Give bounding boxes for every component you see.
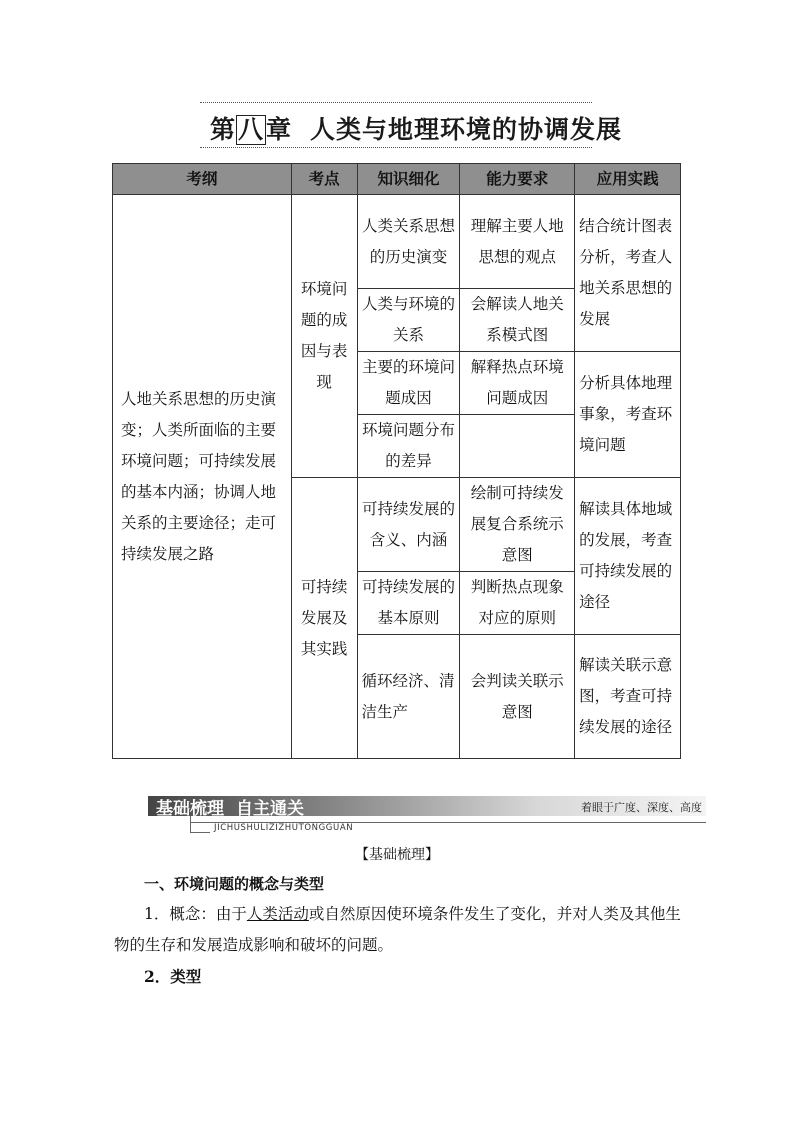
knowledge-cell: 可持续发展的基本原则: [357, 572, 460, 635]
concept-underlined: 人类活动: [246, 905, 309, 923]
point-cell: 环境问题的成因与表现: [291, 195, 357, 478]
chapter-name: 人类与地理环境的协调发展: [310, 115, 623, 144]
ability-cell: 理解主要人地思想的观点: [460, 195, 575, 289]
ability-cell: [460, 415, 575, 478]
header-syllabus: 考纲: [113, 164, 292, 195]
banner-rule-short: [190, 832, 210, 833]
concept-rest: 或自然原因使环境条件发生了变化，并对人类及其他生物的生存和发展造成影响和破坏的问题。: [114, 905, 681, 954]
table-header-row: [113, 164, 681, 195]
ability-cell: 判断热点现象对应的原则: [460, 572, 575, 635]
syllabus-cell: 人地关系思想的历史演变；人类所面临的主要环境问题；可持续发展的基本内涵；协调人地关系的主要途径；走可持续发展之路: [113, 195, 292, 759]
chapter-suffix: 章: [266, 115, 293, 144]
practice-cell: 解读具体地域的发展，考查可持续发展的途径: [575, 478, 681, 635]
knowledge-cell: 主要的环境问题成因: [357, 352, 460, 415]
section-heading: 一、环境问题的概念与类型: [144, 875, 325, 893]
chapter-title-text: [210, 110, 622, 146]
knowledge-cell: 环境问题分布的差异: [357, 415, 460, 478]
knowledge-cell: 人类关系思想的历史演变: [357, 195, 460, 289]
header-knowledge: 知识细化: [357, 164, 460, 195]
banner-main-label: 基础梳理: [156, 799, 224, 819]
section-banner: [148, 796, 706, 846]
title-dotted-rule-bottom: [200, 147, 592, 148]
syllabus-table: [112, 163, 681, 759]
knowledge-cell: 循环经济、清洁生产: [357, 635, 460, 759]
section-label: 【基础梳理】: [355, 847, 439, 863]
header-practice: 应用实践: [575, 164, 681, 195]
point-cell: 可持续发展及其实践: [291, 478, 357, 759]
concept-paragraph: [114, 899, 690, 961]
concept-prefix: 1．概念：由于: [144, 905, 247, 923]
knowledge-cell: 可持续发展的含义、内涵: [357, 478, 460, 572]
practice-cell: 结合统计图表分析，考查人地关系思想的发展: [575, 195, 681, 352]
types-heading: 2．类型: [144, 967, 202, 986]
header-point: 考点: [291, 164, 357, 195]
table-row: [113, 195, 681, 289]
chapter-prefix: 第: [210, 115, 237, 144]
ability-cell: 会判读关联示意图: [460, 635, 575, 759]
ability-cell: 解释热点环境问题成因: [460, 352, 575, 415]
banner-pinyin: JICHUSHULIZIZHUTONGGUAN: [214, 823, 354, 833]
banner-hook: [190, 816, 191, 832]
banner-secondary-label: 自主通关: [236, 799, 304, 819]
practice-cell: 分析具体地理事象，考查环境问题: [575, 352, 681, 478]
header-ability: 能力要求: [460, 164, 575, 195]
knowledge-cell: 人类与环境的关系: [357, 289, 460, 352]
title-dotted-rule-top: [200, 102, 592, 103]
ability-cell: 绘制可持续发展复合系统示意图: [460, 478, 575, 572]
ability-cell: 会解读人地关系模式图: [460, 289, 575, 352]
banner-tagline: 着眼于广度、深度、高度: [581, 801, 702, 814]
chapter-number: 八: [238, 115, 265, 144]
practice-cell: 解读关联示意图，考查可持续发展的途径: [575, 635, 681, 759]
chapter-title: [200, 102, 623, 152]
